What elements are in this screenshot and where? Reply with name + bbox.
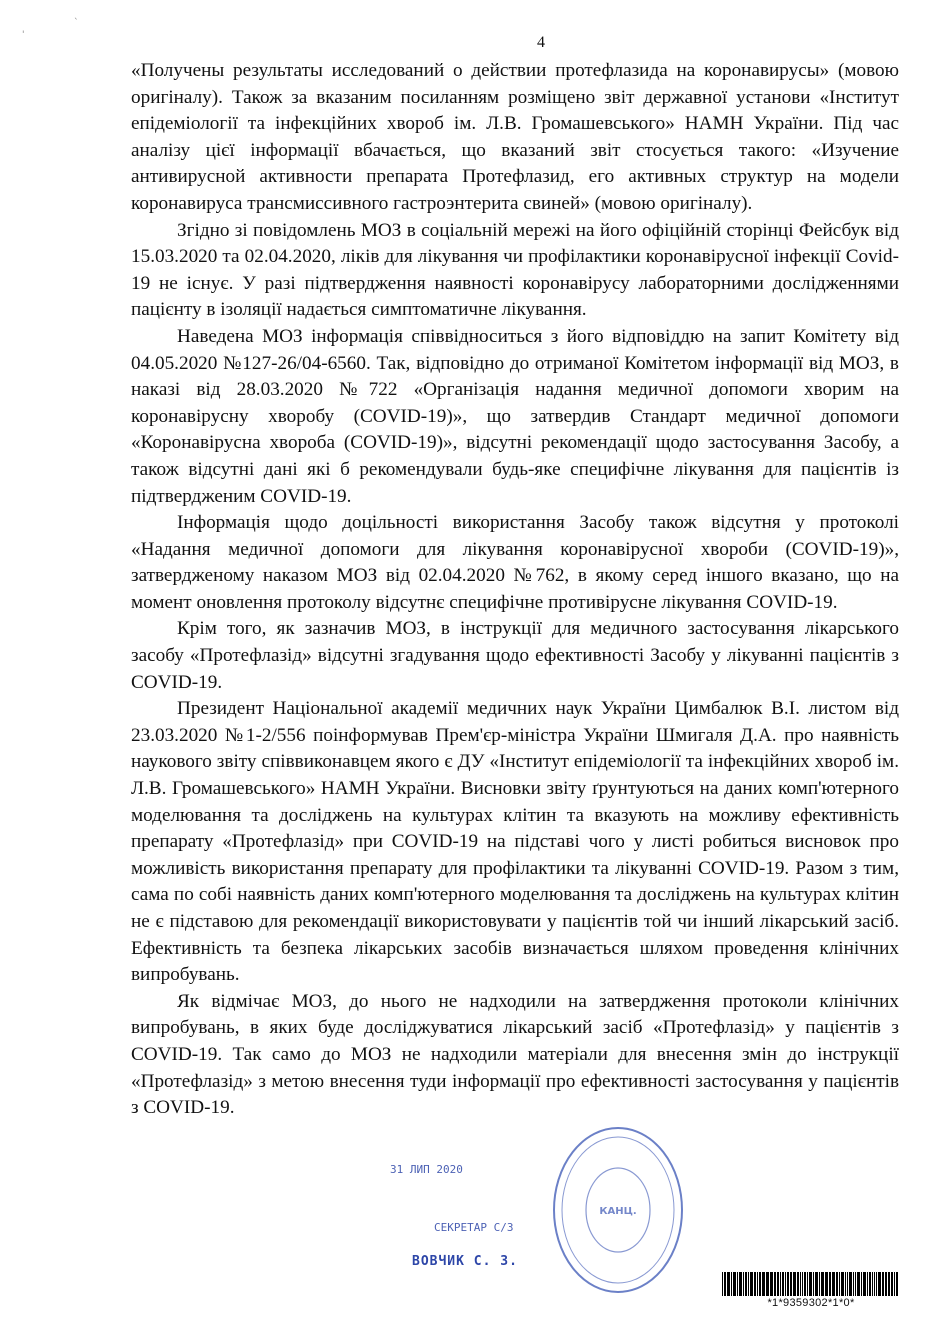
paragraph: Згідно зі повідомлень МОЗ в соціальній мережі на його офіційній сторінці Фейсбук від 15.03.2020 та 02.04.2020, ліків для лікування чи профілактики коронавірусної інфекції Covid-19 не існує. У разі підтвердження наявності коронавірусу лабораторними дослідженнями пацієнту в ізоляції надається симптоматичне лікування.: [131, 219, 899, 321]
scan-artifact: ': [22, 30, 25, 40]
page-number: 4: [537, 34, 545, 51]
scan-artifact: `: [74, 18, 79, 28]
barcode-graphic: [722, 1272, 900, 1296]
paragraph: Як відмічає МОЗ, до нього не надходили на затвердження протоколи клінічних випробувань, в яких буде досліджуватися лікарський засіб «Протефлазід» у пацієнтів з COVID-19. Так само до МОЗ не надходили матеріали для внесення змін до інструкції «Протефлазід» з метою внесення туди інформації про ефективності застосування у пацієнтів з COVID-19.: [131, 990, 899, 1119]
official-seal-stamp: [548, 1118, 688, 1298]
barcode-text: *1*9359302*1*0*: [767, 1297, 855, 1309]
paragraph: Наведена МОЗ інформація співвідноситься з його відповіддю на запит Комітету від 04.05.2020 №127-26/04-6560. Так, відповідно до отриманої Комітетом інформації від МОЗ, в наказі від 28.03.2020 №722 «Організація надання медичної допомоги хворим на коронавірусну хворобу (COVID-19)», що затвердив Стандарт медичної допомоги «Коронавірусна хвороба (COVID-19)», відсутні рекомендації щодо застосування Засобу, а також відсутні дані які б рекомендували будь-яке специфічне лікування для пацієнтів із підтвердженим COVID-19.: [131, 325, 899, 507]
stamp-date: 31 ЛИП 2020: [390, 1163, 463, 1176]
paragraph: Крім того, як зазначив МОЗ, в інструкції для медичного застосування лікарського засобу «Протефлазід» відсутні згадування щодо ефективності Засобу у лікуванні пацієнтів з COVID-19.: [131, 618, 899, 693]
stamp-role: СЕКРЕТАР С/З: [434, 1221, 514, 1234]
document-body: [131, 58, 899, 1122]
paragraph: Президент Національної академії медичних наук України Цимбалюк В.І. листом від 23.03.2020 №1-2/556 поінформував Прем'єр-міністра України Шмигаля Д.А. про наявність наукового звіту співвиконавцем якого є ДУ «Інститут епідеміології та інфекційних хвороб ім. Л.В. Громашевського» НАМН України. Висновки звіту ґрунтуються на даних комп'ютерного моделювання та досліджень на культурах клітин та вказують на можливу ефективність препарату «Протефлазід» при COVID-19 на підставі чого у листі робиться висновок про можливість використання препарату для профілактики та лікуванні COVID-19. Разом з тим, сама по собі наявність даних комп'ютерного моделювання та досліджень на культурах клітин не є підставою для рекомендації використовувати у пацієнтів той чи інший лікарський засіб. Ефективність та безпека лікарських засобів визначається шляхом проведення клінічних випробувань.: [131, 698, 899, 986]
paragraph: Інформація щодо доцільності використання Засобу також відсутня у протоколі «Надання медичної допомоги для лікування коронавірусної хвороби (COVID-19)», затвердженому наказом МОЗ від 02.04.2020 №762, в якому серед іншого вказано, що на момент оновлення протоколу відсутнє специфічне противірусне лікування COVID-19.: [131, 512, 899, 613]
svg-text:КАНЦ.: КАНЦ.: [599, 1206, 637, 1217]
document-barcode: [722, 1272, 900, 1309]
stamp-signer-name: ВОВЧИК С. З.: [412, 1254, 518, 1269]
paragraph: «Получены результаты исследований о действии протефлазида на коронавирусы» (мовою оригіналу). Також за вказаним посиланням розміщено звіт державної установи «Інститут епідеміології та інфекційних хвороб ім. Л.В. Громашевського» НАМН України. Під час аналізу цієї інформації вбачається, що вказаний звіт стосується такого: «Изучение антивирусной активности препарата Протефлазид, его активных структур на модели коронавируса трансмиссивного гастроэнтерита свиней» (мовою оригіналу).: [131, 60, 899, 214]
